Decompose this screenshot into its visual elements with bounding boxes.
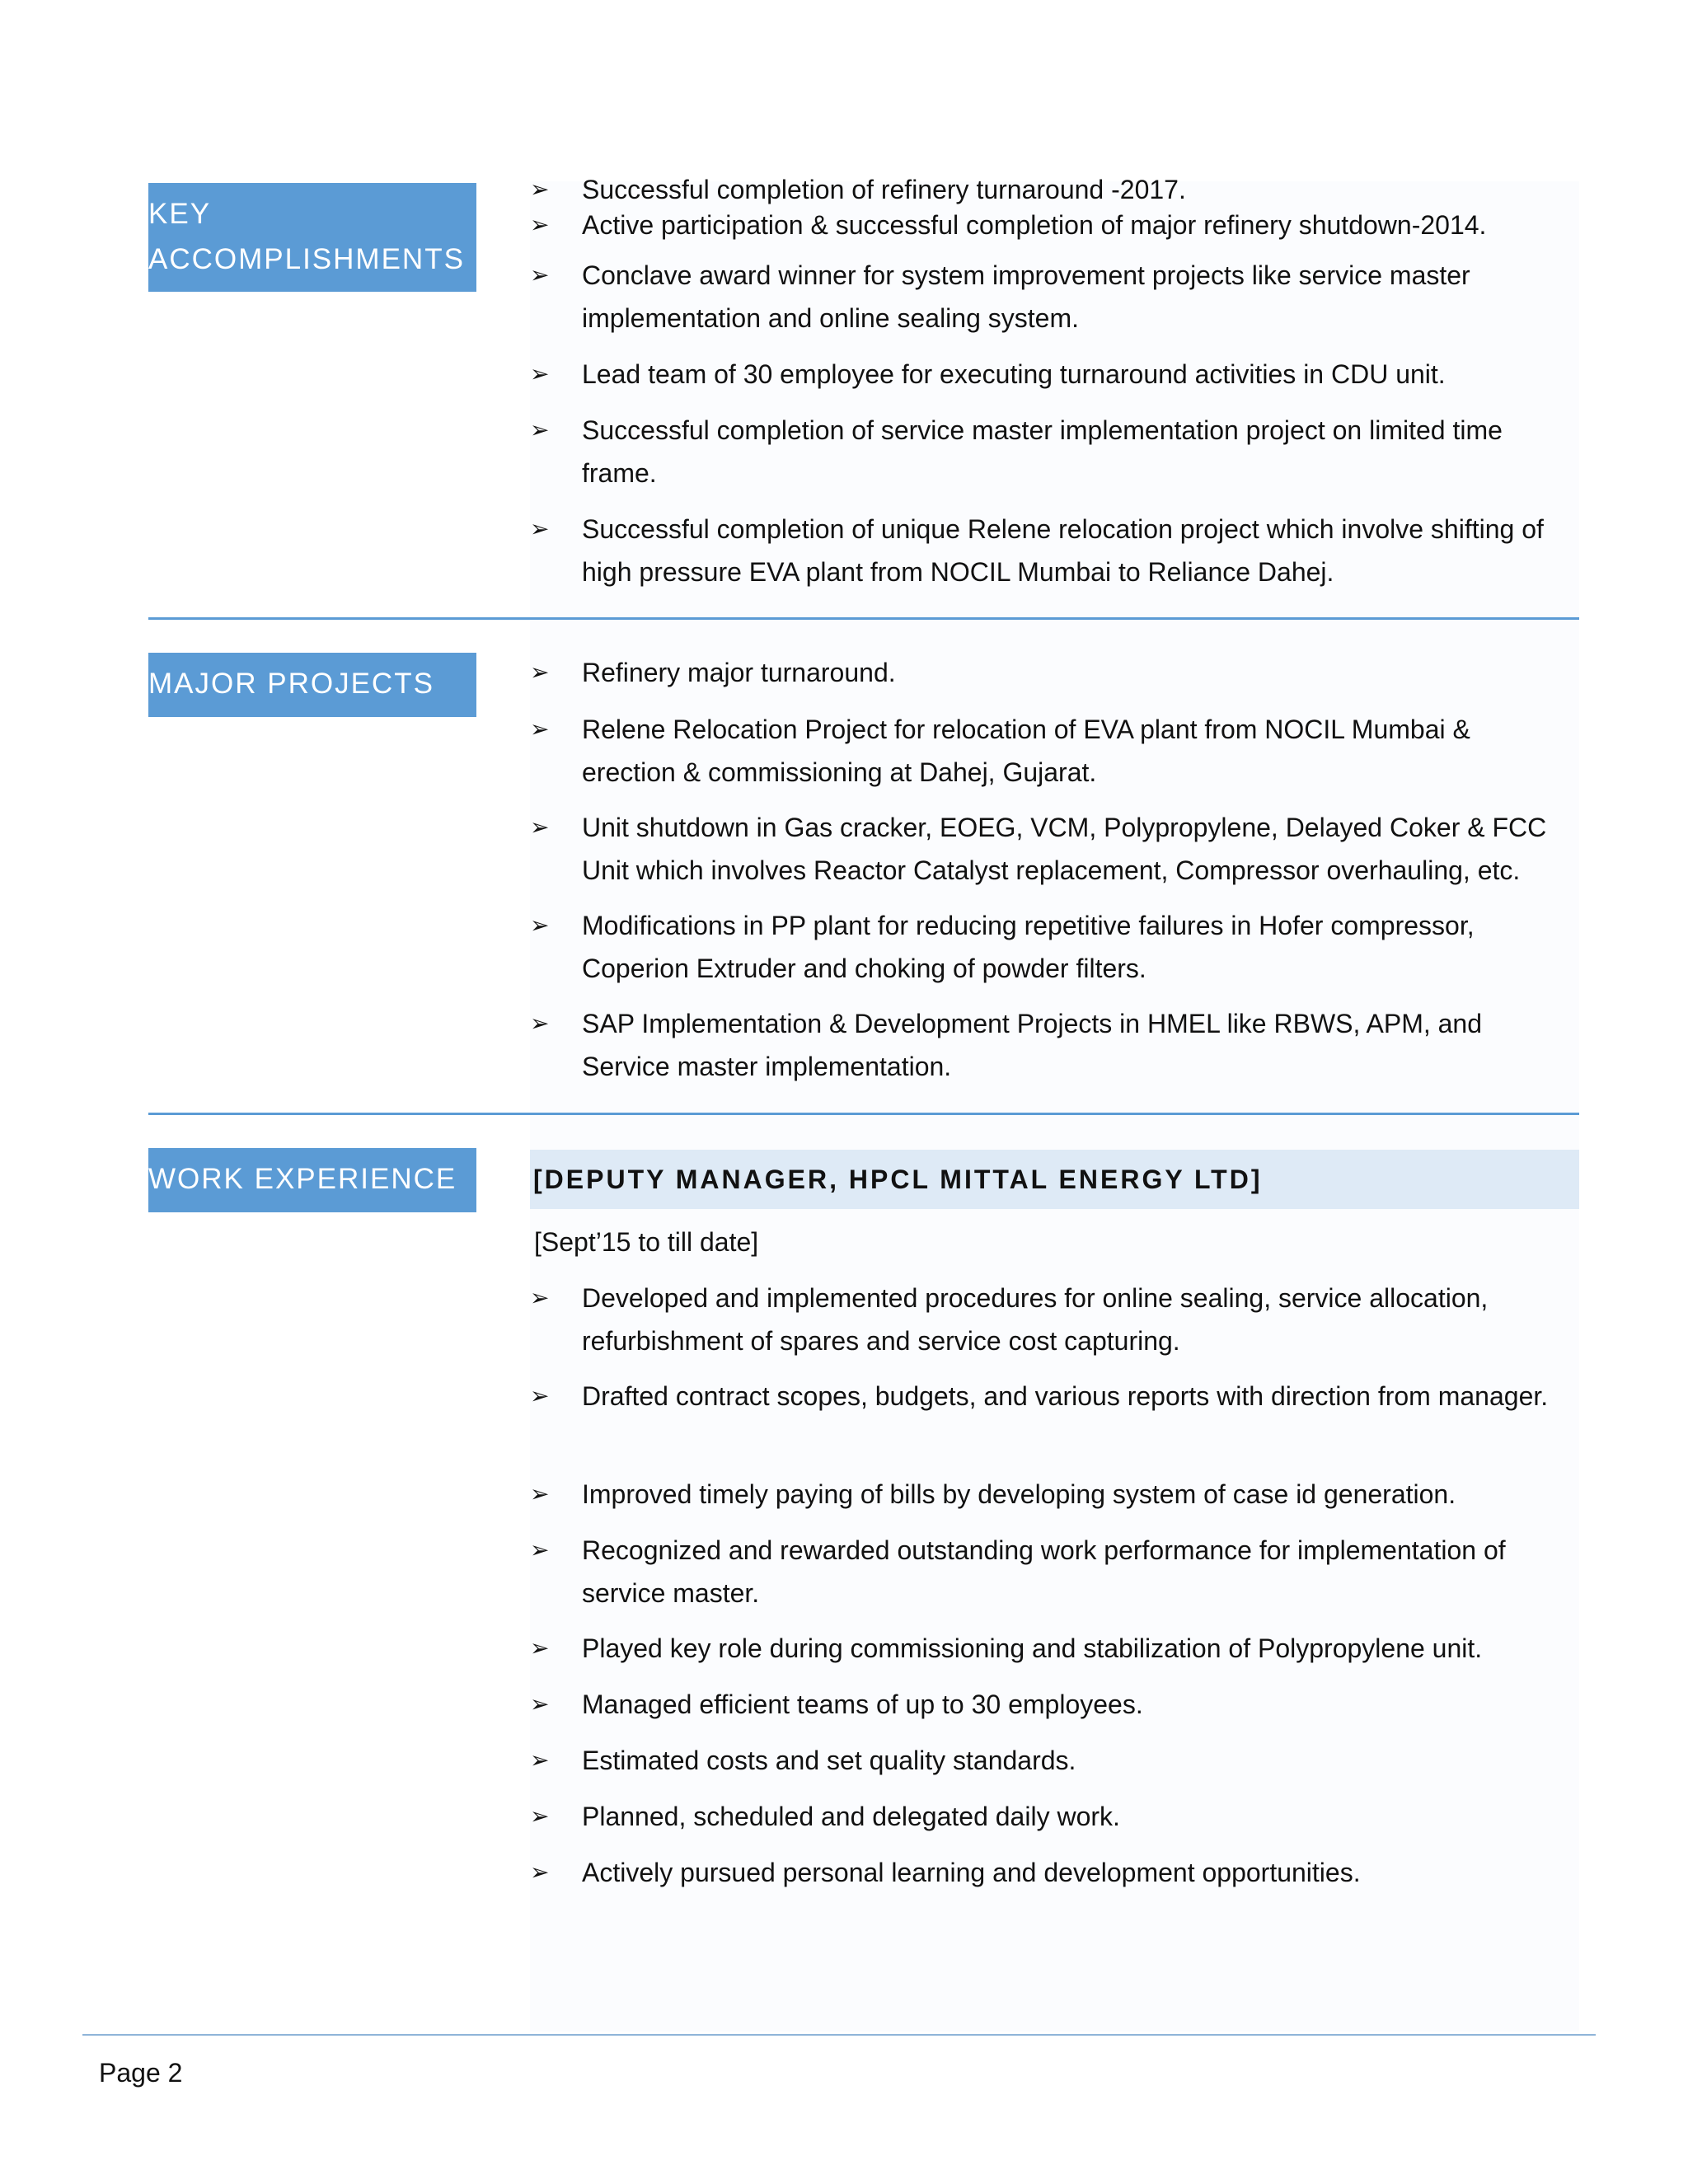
list-item-text: Planned, scheduled and delegated daily work.: [582, 1802, 1120, 1831]
list-item: [530, 1739, 1564, 1782]
arrowhead-bullet-icon: ➢: [530, 211, 550, 238]
list-item-text: Modifications in PP plant for reducing repetitive failures in Hofer compressor, Coperion Extruder and choking of powder filters.: [582, 911, 1475, 983]
job-title: [DEPUTY MANAGER, HPCL MITTAL ENERGY LTD]: [530, 1150, 1579, 1209]
list-item: [530, 353, 1564, 396]
list-item: [530, 1473, 1564, 1516]
list-item-text: Active participation & successful completion of major refinery shutdown-2014.: [582, 210, 1487, 240]
list-item-text: Managed efficient teams of up to 30 employees.: [582, 1690, 1143, 1719]
arrowhead-bullet-icon: ➢: [530, 658, 550, 686]
arrowhead-bullet-icon: ➢: [530, 416, 550, 443]
arrowhead-bullet-icon: ➢: [530, 1284, 550, 1311]
section-label-line: ACCOMPLISHMENTS: [148, 243, 465, 275]
arrowhead-bullet-icon: ➢: [530, 1010, 550, 1037]
section-label-line: KEY: [148, 198, 212, 230]
list-item-text: Successful completion of service master implementation project on limited time frame.: [582, 415, 1503, 488]
list-item-text: Played key role during commissioning and stabilization of Polypropylene unit.: [582, 1633, 1483, 1663]
list-item-text: Actively pursued personal learning and development opportunities.: [582, 1858, 1361, 1887]
section-label-text: MAJOR PROJECTS: [148, 668, 434, 700]
arrowhead-bullet-icon: ➢: [530, 360, 550, 387]
list-item-text: Developed and implemented procedures for online sealing, service allocation, refurbishment of spares and service cost capturing.: [582, 1283, 1489, 1356]
arrowhead-bullet-icon: ➢: [530, 1536, 550, 1563]
list-item: [530, 1627, 1564, 1670]
page-number: Page 2: [99, 2058, 183, 2088]
arrowhead-bullet-icon: ➢: [530, 1746, 550, 1774]
section-label-accomplishments: [148, 183, 476, 292]
list-item: [530, 904, 1564, 990]
list-item: [530, 508, 1564, 593]
list-item-text: Improved timely paying of bills by developing system of case id generation.: [582, 1479, 1456, 1509]
list-item: [530, 1683, 1564, 1726]
arrowhead-bullet-icon: ➢: [530, 1802, 550, 1830]
list-item-text: Conclave award winner for system improvement projects like service master implementation and online sealing system.: [582, 260, 1470, 333]
list-item: [530, 1375, 1564, 1418]
section-label-text: WORK EXPERIENCE: [148, 1163, 457, 1195]
arrowhead-bullet-icon: ➢: [530, 1690, 550, 1718]
list-item-text: Successful completion of unique Relene relocation project which involve shifting of high pressure EVA plant from NOCIL Mumbai to Reliance Dahej.: [582, 514, 1544, 587]
arrowhead-bullet-icon: ➢: [530, 1858, 550, 1886]
list-item-text: Recognized and rewarded outstanding work performance for implementation of service master.: [582, 1535, 1506, 1608]
list-item-text: Successful completion of refinery turnaround -2017.: [582, 175, 1186, 204]
list-item: [530, 204, 1564, 246]
arrowhead-bullet-icon: ➢: [530, 176, 550, 203]
arrowhead-bullet-icon: ➢: [530, 261, 550, 288]
arrowhead-bullet-icon: ➢: [530, 515, 550, 542]
section-label-experience: [148, 1148, 476, 1212]
list-item: [530, 1277, 1564, 1362]
section-label-projects: [148, 653, 476, 717]
list-item-text: Unit shutdown in Gas cracker, EOEG, VCM, Polypropylene, Delayed Coker & FCC Unit which involves Reactor Catalyst replacement, Compressor overhauling, etc.: [582, 813, 1547, 885]
section-divider: [148, 617, 1579, 620]
list-item-text: Relene Relocation Project for relocation of EVA plant from NOCIL Mumbai & erection & commissioning at Dahej, Gujarat.: [582, 715, 1470, 787]
footer-divider: [82, 2034, 1596, 2036]
arrowhead-bullet-icon: ➢: [530, 715, 550, 743]
arrowhead-bullet-icon: ➢: [530, 1480, 550, 1507]
job-dates: [Sept’15 to till date]: [534, 1227, 759, 1257]
list-item: [530, 708, 1564, 794]
list-item-text: SAP Implementation & Development Projects in HMEL like RBWS, APM, and Service master implementation.: [582, 1009, 1483, 1081]
section-divider: [148, 1113, 1579, 1115]
list-item-text: Drafted contract scopes, budgets, and various reports with direction from manager.: [582, 1381, 1549, 1411]
list-item-text: Refinery major turnaround.: [582, 658, 896, 687]
list-item: [530, 806, 1564, 892]
list-item: [530, 1002, 1564, 1088]
list-item: [530, 651, 1564, 694]
arrowhead-bullet-icon: ➢: [530, 1634, 550, 1661]
list-item: [530, 409, 1564, 494]
arrowhead-bullet-icon: ➢: [530, 912, 550, 939]
list-item: [530, 1529, 1564, 1615]
list-item: [530, 1851, 1564, 1894]
list-item-text: Estimated costs and set quality standards.: [582, 1746, 1076, 1775]
list-item-text: Lead team of 30 employee for executing turnaround activities in CDU unit.: [582, 359, 1446, 389]
arrowhead-bullet-icon: ➢: [530, 813, 550, 841]
list-item: [530, 254, 1564, 340]
arrowhead-bullet-icon: ➢: [530, 1382, 550, 1409]
list-item: [530, 1795, 1564, 1838]
